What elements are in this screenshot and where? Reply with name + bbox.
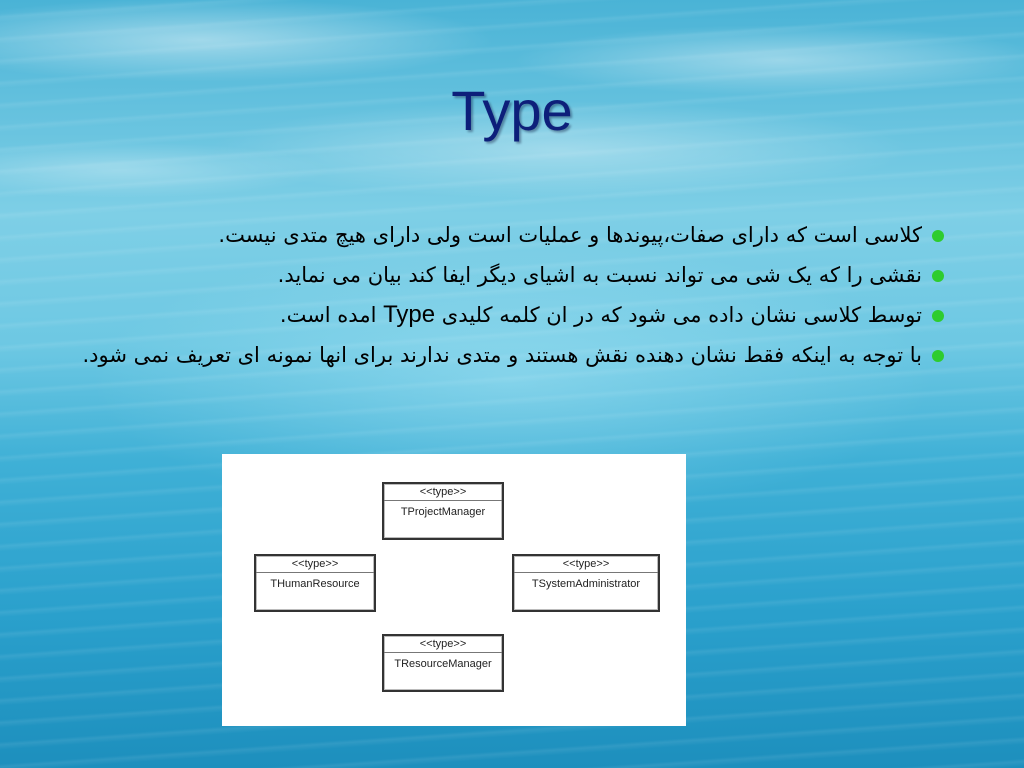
class-name: TProjectManager <box>400 506 486 518</box>
box-divider <box>384 500 502 501</box>
bullet-text: نقشی را که یک شی می تواند نسبت به اشیای دیگر ایفا کند بیان می نماید. <box>277 263 922 287</box>
stereotype-label: <<type>> <box>419 486 467 498</box>
uml-box-top <box>382 482 504 540</box>
stereotype-label: <<type>> <box>291 558 339 570</box>
class-name: TResourceManager <box>394 658 492 670</box>
bullet-list <box>64 218 944 378</box>
stereotype-label: <<type>> <box>562 558 610 570</box>
bullet-item <box>64 298 944 332</box>
bullet-item <box>64 258 944 292</box>
bullet-text-after: امده است. <box>279 303 384 327</box>
bullet-item <box>64 218 944 252</box>
box-divider <box>384 652 502 653</box>
bullet-text: با توجه به اینکه فقط نشان دهنده نقش هستند و متدی ندارند برای انها نمونه ای تعریف نمی شود. <box>82 343 922 367</box>
bullet-dot-icon <box>932 230 944 242</box>
stereotype-label: <<type>> <box>419 638 467 650</box>
bullet-dot-icon <box>932 350 944 362</box>
bullet-text-before: توسط کلاسی نشان داده می شود که در ان کلمه کلیدی <box>435 303 922 327</box>
uml-box-left <box>254 554 376 612</box>
uml-box-right <box>512 554 660 612</box>
uml-diagram <box>222 454 686 726</box>
bullet-item <box>64 338 944 372</box>
box-divider <box>256 572 374 573</box>
class-name: THumanResource <box>270 578 360 590</box>
type-keyword: Type <box>383 301 436 328</box>
slide-title: Type <box>451 79 573 142</box>
bullet-text: کلاسی است که دارای صفات،پیوندها و عملیات است ولی دارای هیچ متدی نیست. <box>218 223 922 247</box>
class-name: TSystemAdministrator <box>531 578 641 590</box>
uml-box-bottom <box>382 634 504 692</box>
bullet-dot-icon <box>932 310 944 322</box>
box-divider <box>514 572 658 573</box>
bullet-dot-icon <box>932 270 944 282</box>
